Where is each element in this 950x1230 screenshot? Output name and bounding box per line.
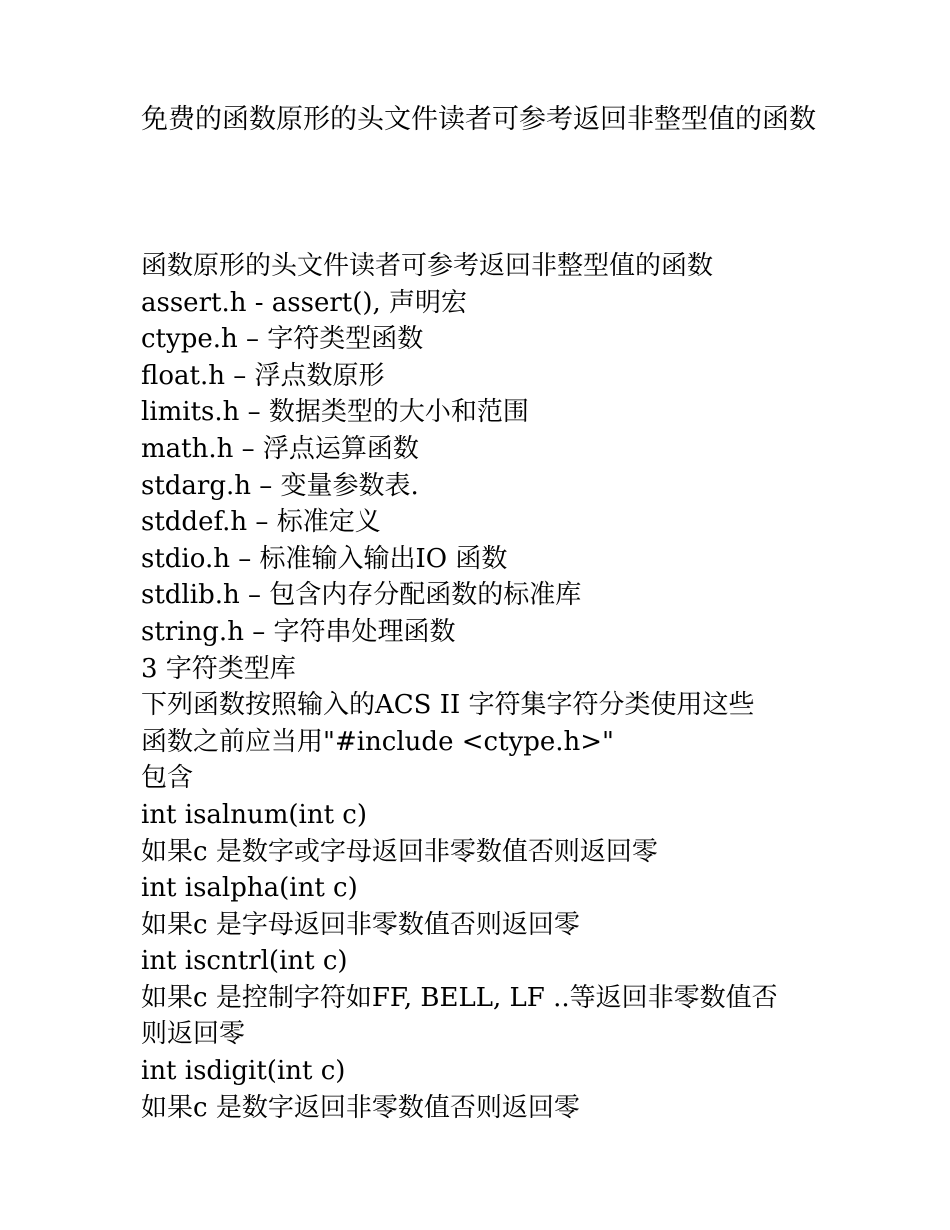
- text-line: 下列函数按照输入的ACS II 字符集字符分类使用这些: [141, 690, 755, 721]
- text-line: ctype.h – 字符类型函数: [141, 324, 424, 355]
- text-line: 则返回零: [141, 1019, 246, 1050]
- text-line: stdlib.h – 包含内存分配函数的标准库: [141, 580, 582, 611]
- document-title: 免费的函数原形的头文件读者可参考返回非整型值的函数: [141, 104, 816, 135]
- text-line: int isalnum(int c): [141, 799, 368, 830]
- text-line: int isalpha(int c): [141, 873, 358, 904]
- text-line: stddef.h – 标准定义: [141, 507, 381, 538]
- text-line: 如果c 是字母返回非零数值否则返回零: [141, 909, 580, 940]
- text-line: int iscntrl(int c): [141, 946, 348, 977]
- text-line: limits.h – 数据类型的大小和范围: [141, 397, 529, 428]
- text-line: float.h – 浮点数原形: [141, 360, 385, 391]
- document-body: [141, 248, 831, 1126]
- text-line: 函数原形的头文件读者可参考返回非整型值的函数: [141, 251, 714, 281]
- text-line: 如果c 是数字返回非零数值否则返回零: [141, 1092, 580, 1123]
- text-line: math.h – 浮点运算函数: [141, 433, 419, 464]
- text-line: 函数之前应当用"#include <ctype.h>": [141, 726, 614, 757]
- text-line: stdarg.h – 变量参数表.: [141, 470, 419, 501]
- text-line: 如果c 是控制字符如FF, BELL, LF ..等返回非零数值否: [141, 982, 778, 1013]
- text-line: int isdigit(int c): [141, 1056, 346, 1087]
- text-line: 3 字符类型库: [141, 653, 296, 684]
- text-line: stdio.h – 标准输入输出IO 函数: [141, 543, 508, 574]
- text-line: string.h – 字符串处理函数: [141, 616, 456, 647]
- text-line: 如果c 是数字或字母返回非零数值否则返回零: [141, 836, 658, 867]
- text-line: 包含: [141, 763, 194, 794]
- text-line: assert.h - assert(), 声明宏: [141, 287, 468, 318]
